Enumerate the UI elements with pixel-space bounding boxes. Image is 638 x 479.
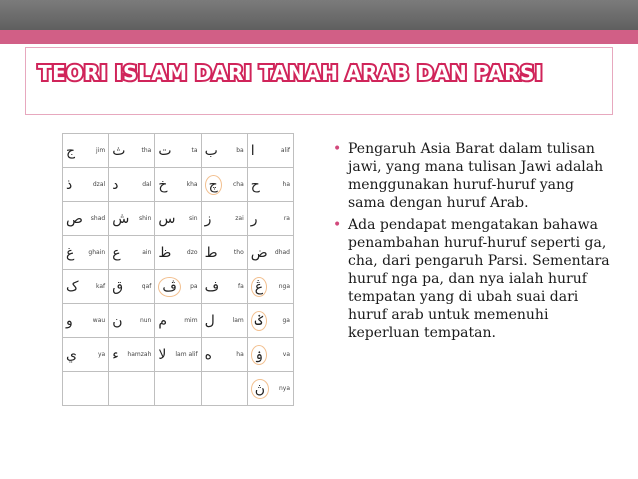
jawi-letter: ظ — [158, 244, 172, 261]
letter-name: ba — [236, 147, 244, 154]
table-cell — [109, 236, 155, 270]
jawi-letter: ت — [158, 142, 172, 159]
jawi-letter: چ — [205, 175, 222, 195]
table-cell — [155, 304, 201, 338]
jawi-letter: ي — [66, 346, 77, 363]
jawi-letter: ک — [66, 278, 79, 295]
table-cell — [63, 338, 109, 372]
letter-name: ha — [236, 351, 244, 358]
jawi-letter: ر — [250, 210, 258, 227]
jawi-alphabet-table — [62, 133, 294, 406]
letter-name: nun — [139, 317, 152, 324]
table-cell — [201, 304, 247, 338]
table-cell — [63, 202, 109, 236]
letter-name: sin — [188, 215, 198, 222]
table-cell — [63, 168, 109, 202]
jawi-letter: ح — [250, 176, 260, 193]
table-cell — [201, 270, 247, 304]
letter-name: wau — [92, 317, 106, 324]
jawi-letter: س — [158, 210, 176, 227]
jawi-letter: ش — [112, 210, 130, 227]
letter-name: mim — [184, 317, 198, 324]
table-cell — [155, 270, 201, 304]
letter-name: ain — [142, 249, 152, 256]
letter-name: fa — [237, 283, 244, 290]
table-row — [63, 270, 294, 304]
jawi-letter: ق — [112, 278, 124, 295]
letter-name: qaf — [141, 283, 152, 290]
table-cell — [109, 270, 155, 304]
jawi-letter: ݢ — [251, 311, 267, 331]
jawi-letter: ه — [204, 346, 212, 363]
jawi-letter: ا — [250, 142, 255, 159]
letter-name: kha — [186, 181, 198, 188]
jawi-letter: ڤ — [158, 277, 181, 297]
letter-name: zai — [235, 215, 244, 222]
letter-name: jim — [96, 147, 106, 154]
table-cell — [247, 372, 293, 406]
jawi-letter: خ — [158, 176, 168, 193]
slide-title: TEORI ISLAM DARI TANAH ARAB DAN PARSI — [38, 61, 543, 85]
letter-name: alif — [280, 147, 290, 154]
jawi-letter: م — [158, 312, 168, 329]
letter-name: cha — [232, 181, 244, 188]
table-cell — [109, 372, 155, 406]
table-cell — [63, 304, 109, 338]
letter-name: lam — [232, 317, 244, 324]
table-cell — [63, 270, 109, 304]
table-row — [63, 236, 294, 270]
table-cell — [201, 372, 247, 406]
jawi-letter: ف — [204, 278, 220, 295]
jawi-letter: و — [66, 312, 73, 329]
table-row — [63, 202, 294, 236]
letter-name: ha — [282, 181, 290, 188]
table-cell — [201, 236, 247, 270]
slide-accent-bar — [0, 30, 638, 44]
table-cell — [247, 338, 293, 372]
jawi-letter: ڽ — [251, 379, 269, 399]
letter-name: nya — [278, 385, 290, 392]
letter-name: tho — [233, 249, 244, 256]
letter-name: nga — [278, 283, 290, 290]
jawi-letter: غ — [66, 244, 75, 261]
table-cell — [155, 168, 201, 202]
letter-name: tha — [141, 147, 152, 154]
table-row — [63, 304, 294, 338]
jawi-letter: ض — [250, 244, 268, 261]
slide-top-bar — [0, 0, 638, 30]
table-row — [63, 338, 294, 372]
letter-name: pa — [190, 283, 198, 290]
letter-name: ghain — [88, 249, 106, 256]
table-cell — [247, 304, 293, 338]
table-cell — [155, 372, 201, 406]
letter-name: ta — [191, 147, 198, 154]
letter-name: shin — [138, 215, 152, 222]
letter-name: shad — [90, 215, 106, 222]
table-cell — [201, 134, 247, 168]
jawi-letter: ط — [204, 244, 218, 261]
table-cell — [109, 304, 155, 338]
table-row — [63, 372, 294, 406]
letter-name: lam alif — [175, 351, 198, 358]
table-cell — [109, 202, 155, 236]
letter-name: ga — [282, 317, 290, 324]
table-cell — [247, 270, 293, 304]
letter-name: ra — [283, 215, 290, 222]
table-cell — [63, 236, 109, 270]
jawi-letter: ذ — [66, 176, 73, 193]
table-cell — [201, 338, 247, 372]
jawi-letter: د — [112, 176, 119, 193]
bullet-item: • Ada pendapat mengatakan bahawa penambahan huruf-huruf seperti ga, cha, dari pengaruh Parsi. Sementara huruf nga pa, dan nya ialah huruf tempatan yang di ubah suai dari huruf arab untuk memenuhi keperluan tempatan. — [333, 216, 613, 342]
jawi-letter: ج — [66, 142, 76, 159]
table-cell — [109, 134, 155, 168]
jawi-letter: ڠ — [251, 277, 267, 297]
jawi-letter: ث — [112, 142, 126, 159]
bullet-item: • Pengaruh Asia Barat dalam tulisan jawi, yang mana tulisan Jawi adalah menggunakan huruf-huruf yang sama dengan huruf Arab. — [333, 140, 613, 212]
letter-name: kaf — [96, 283, 106, 290]
jawi-letter: ء — [112, 346, 119, 363]
letter-name: dhad — [274, 249, 290, 256]
jawi-letter: ب — [204, 142, 218, 159]
table-cell — [63, 134, 109, 168]
letter-name: ya — [97, 351, 106, 358]
table-cell — [155, 202, 201, 236]
table-cell — [247, 134, 293, 168]
jawi-letter: ل — [204, 312, 215, 329]
table-cell — [63, 372, 109, 406]
table-cell — [247, 202, 293, 236]
jawi-letter: ۏ — [251, 345, 267, 365]
letter-name: va — [282, 351, 290, 358]
letter-name: dzo — [186, 249, 198, 256]
table-cell — [155, 236, 201, 270]
letter-name: dal — [142, 181, 152, 188]
jawi-letter: ص — [66, 210, 83, 227]
jawi-letter: ع — [112, 244, 121, 261]
letter-name: dzal — [92, 181, 106, 188]
table-cell — [247, 236, 293, 270]
table-cell — [201, 168, 247, 202]
table-cell — [201, 202, 247, 236]
table-row — [63, 134, 294, 168]
table-cell — [109, 338, 155, 372]
table-row — [63, 168, 294, 202]
jawi-letter: لا — [158, 346, 167, 363]
table-cell — [155, 338, 201, 372]
jawi-letter: ن — [112, 312, 123, 329]
table-cell — [109, 168, 155, 202]
bullet-list — [333, 140, 613, 346]
jawi-letter: ز — [204, 210, 212, 227]
table-cell — [247, 168, 293, 202]
table-cell — [155, 134, 201, 168]
letter-name: hamzah — [127, 351, 152, 358]
